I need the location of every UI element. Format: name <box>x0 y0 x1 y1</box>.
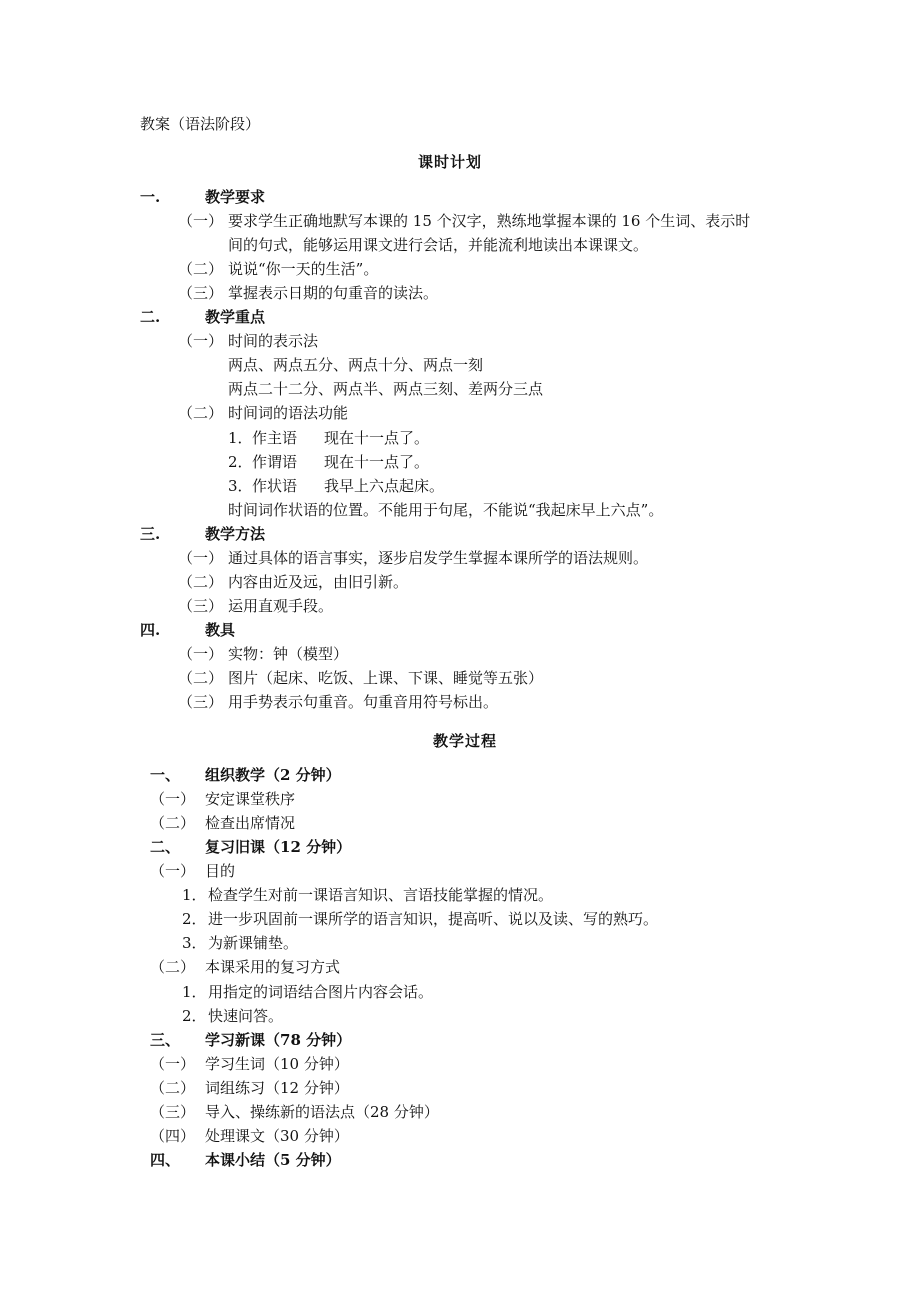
sub-item-number: 3． <box>228 477 253 495</box>
item-text: 学习生词（10 分钟） <box>205 1055 349 1073</box>
sub-item-number: 1． <box>182 886 207 904</box>
document-header: 教案（语法阶段） <box>140 115 261 133</box>
sub-item-text: 为新课铺垫。 <box>208 934 299 952</box>
item-marker: （二） <box>150 814 196 832</box>
item-marker: （一） <box>178 332 224 350</box>
item-text: 处理课文（30 分钟） <box>205 1127 349 1145</box>
item-marker: （二） <box>178 573 224 591</box>
item-marker: （四） <box>150 1127 196 1145</box>
sub-item-label: 作谓语 <box>252 453 298 471</box>
item-text: 要求学生正确地默写本课的 15 个汉字，熟练地掌握本课的 16 个生词、表示时 <box>228 212 751 230</box>
sub-item-number: 1． <box>228 429 253 447</box>
item-marker: （二） <box>150 1079 196 1097</box>
sub-item-example: 我早上六点起床。 <box>324 477 445 495</box>
item-marker: （二） <box>178 669 224 687</box>
sub-item-number: 2． <box>228 453 253 471</box>
item-text: 图片（起床、吃饭、上课、下课、睡觉等五张） <box>228 669 544 687</box>
sub-item-number: 3． <box>182 934 207 952</box>
item-marker: （三） <box>178 693 224 711</box>
sub-item-number: 2． <box>182 1007 207 1025</box>
sub-item-label: 作主语 <box>252 429 298 447</box>
item-text: 时间的表示法 <box>228 332 319 350</box>
section-heading: 教学重点 <box>205 308 266 326</box>
item-marker: （三） <box>178 284 224 302</box>
item-marker: （二） <box>178 404 224 422</box>
item-text: 说说“你一天的生活”。 <box>228 260 379 278</box>
sub-item-number: 2． <box>182 910 207 928</box>
item-text: 检查出席情况 <box>205 814 296 832</box>
item-text-continuation: 间的句式，能够运用课文进行会话，并能流利地读出本课课文。 <box>228 236 649 254</box>
section-heading: 教具 <box>205 621 236 639</box>
item-marker: （一） <box>150 1055 196 1073</box>
section-number: 四、 <box>150 1151 181 1169</box>
item-text: 通过具体的语言事实，逐步启发学生掌握本课所学的语法规则。 <box>228 549 649 567</box>
sub-item-example: 现在十一点了。 <box>324 453 430 471</box>
item-text: 用手势表示句重音。句重音用符号标出。 <box>228 693 499 711</box>
section-number: 二、 <box>150 838 181 856</box>
item-text: 导入、操练新的语法点（28 分钟） <box>205 1103 439 1121</box>
section-number: 三、 <box>150 1031 181 1049</box>
item-text: 运用直观手段。 <box>228 597 334 615</box>
section-heading: 学习新课（78 分钟） <box>205 1031 352 1049</box>
item-text: 安定课堂秩序 <box>205 790 296 808</box>
section-number: 四. <box>140 621 161 639</box>
item-text: 本课采用的复习方式 <box>205 958 341 976</box>
section-heading: 复习旧课（12 分钟） <box>205 838 352 856</box>
plan-title: 课时计划 <box>418 153 483 171</box>
section-heading: 教学方法 <box>205 525 266 543</box>
process-title: 教学过程 <box>433 732 498 750</box>
sub-item-text: 用指定的词语结合图片内容会话。 <box>208 983 434 1001</box>
sub-item-text: 检查学生对前一课语言知识、言语技能掌握的情况。 <box>208 886 554 904</box>
item-text: 内容由近及远，由旧引新。 <box>228 573 409 591</box>
section-number: 一. <box>140 188 161 206</box>
sub-item-label: 作状语 <box>252 477 298 495</box>
item-marker: （二） <box>150 958 196 976</box>
sub-item-text: 进一步巩固前一课所学的语言知识，提高听、说以及读、写的熟巧。 <box>208 910 659 928</box>
item-text: 时间词的语法功能 <box>228 404 349 422</box>
item-text: 目的 <box>205 862 236 880</box>
section-number: 一、 <box>150 766 181 784</box>
section-heading: 本课小结（5 分钟） <box>205 1151 341 1169</box>
time-examples-line: 两点、两点五分、两点十分、两点一刻 <box>228 356 484 374</box>
item-marker: （三） <box>178 597 224 615</box>
section-number: 二. <box>140 308 161 326</box>
item-marker: （一） <box>150 862 196 880</box>
section-number: 三. <box>140 525 161 543</box>
item-marker: （二） <box>178 260 224 278</box>
item-marker: （一） <box>178 212 224 230</box>
sub-item-number: 1． <box>182 983 207 1001</box>
item-marker: （一） <box>150 790 196 808</box>
sub-item-text: 快速问答。 <box>208 1007 284 1025</box>
section-heading: 组织教学（2 分钟） <box>205 766 341 784</box>
item-marker: （三） <box>150 1103 196 1121</box>
grammar-note: 时间词作状语的位置。不能用于句尾，不能说“我起床早上六点”。 <box>228 501 664 519</box>
item-marker: （一） <box>178 645 224 663</box>
time-examples-line: 两点二十二分、两点半、两点三刻、差两分三点 <box>228 380 544 398</box>
item-text: 掌握表示日期的句重音的读法。 <box>228 284 439 302</box>
item-text: 词组练习（12 分钟） <box>205 1079 349 1097</box>
item-text: 实物：钟（模型） <box>228 645 349 663</box>
section-heading: 教学要求 <box>205 188 266 206</box>
item-marker: （一） <box>178 549 224 567</box>
sub-item-example: 现在十一点了。 <box>324 429 430 447</box>
